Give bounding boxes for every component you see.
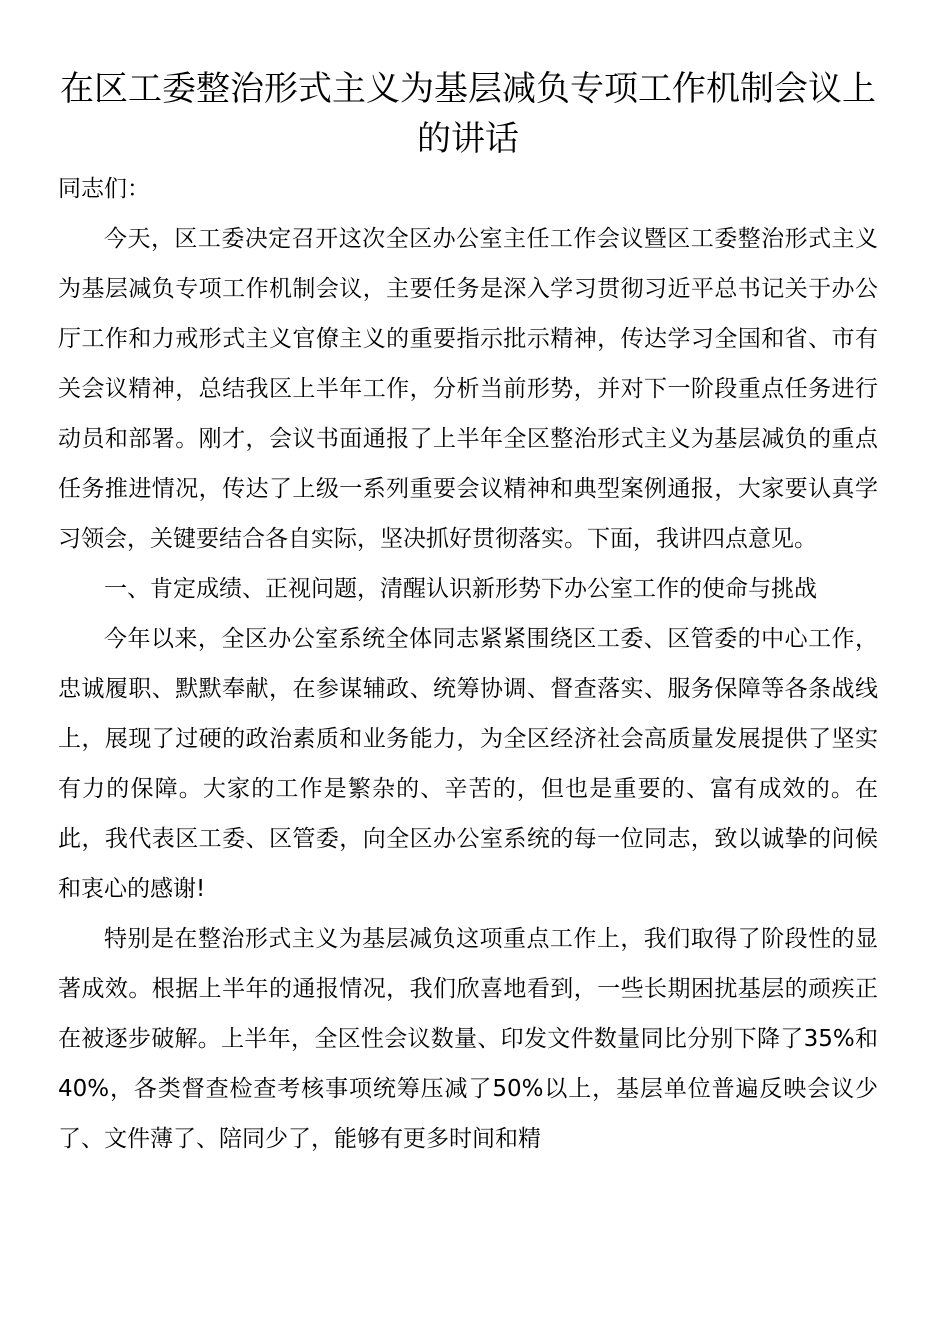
paragraph-intro: 今天，区工委决定召开这次全区办公室主任工作会议暨区工委整治形式主义为基层减负专项工作机制会议，主要任务是深入学习贯彻习近平总书记关于办公厅工作和力戒形式主义官僚主义的重要指示批示精神，传达学习全国和省、市有关会议精神，总结我区上半年工作，分析当前形势，并对下一阶段重点任务进行动员和部署。刚才，会议书面通报了上半年全区整治形式主义为基层减负的重点任务推进情况，传达了上级一系列重要会议精神和典型案例通报，大家要认真学习领会，关键要结合各自实际，坚决抓好贯彻落实。下面，我讲四点意见。	[58, 226, 878, 552]
salutation: 同志们：	[58, 176, 150, 202]
document-page	[58, 64, 878, 1164]
paragraph-achievements: 今年以来，全区办公室系统全体同志紧紧围绕区工委、区管委的中心工作，忠诚履职、默默奉献，在参谋辅政、统筹协调、督查落实、服务保障等各条战线上，展现了过硬的政治素质和业务能力，为全区经济社会高质量发展提供了坚实有力的保障。大家的工作是繁杂的、辛苦的，但也是重要的、富有成效的。在此，我代表区工委、区管委，向全区办公室系统的每一位同志，致以诚挚的问候和衷心的感谢!	[58, 626, 878, 902]
section-heading-1: 一、肯定成绩、正视问题，清醒认识新形势下办公室工作的使命与挑战	[104, 576, 817, 602]
paragraph-burden-reduction: 特别是在整治形式主义为基层减负这项重点工作上，我们取得了阶段性的显著成效。根据上半年的通报情况，我们欣喜地看到，一些长期困扰基层的顽疾正在被逐步破解。上半年，全区性会议数量、印发文件数量同比分别下降了35%和40%，各类督查检查考核事项统筹压减了50%以上，基层单位普遍反映会议少了、文件薄了、陪同少了，能够有更多时间和精	[58, 926, 878, 1152]
document-title: 在区工委整治形式主义为基层减负专项工作机制会议上的讲话	[60, 69, 876, 159]
